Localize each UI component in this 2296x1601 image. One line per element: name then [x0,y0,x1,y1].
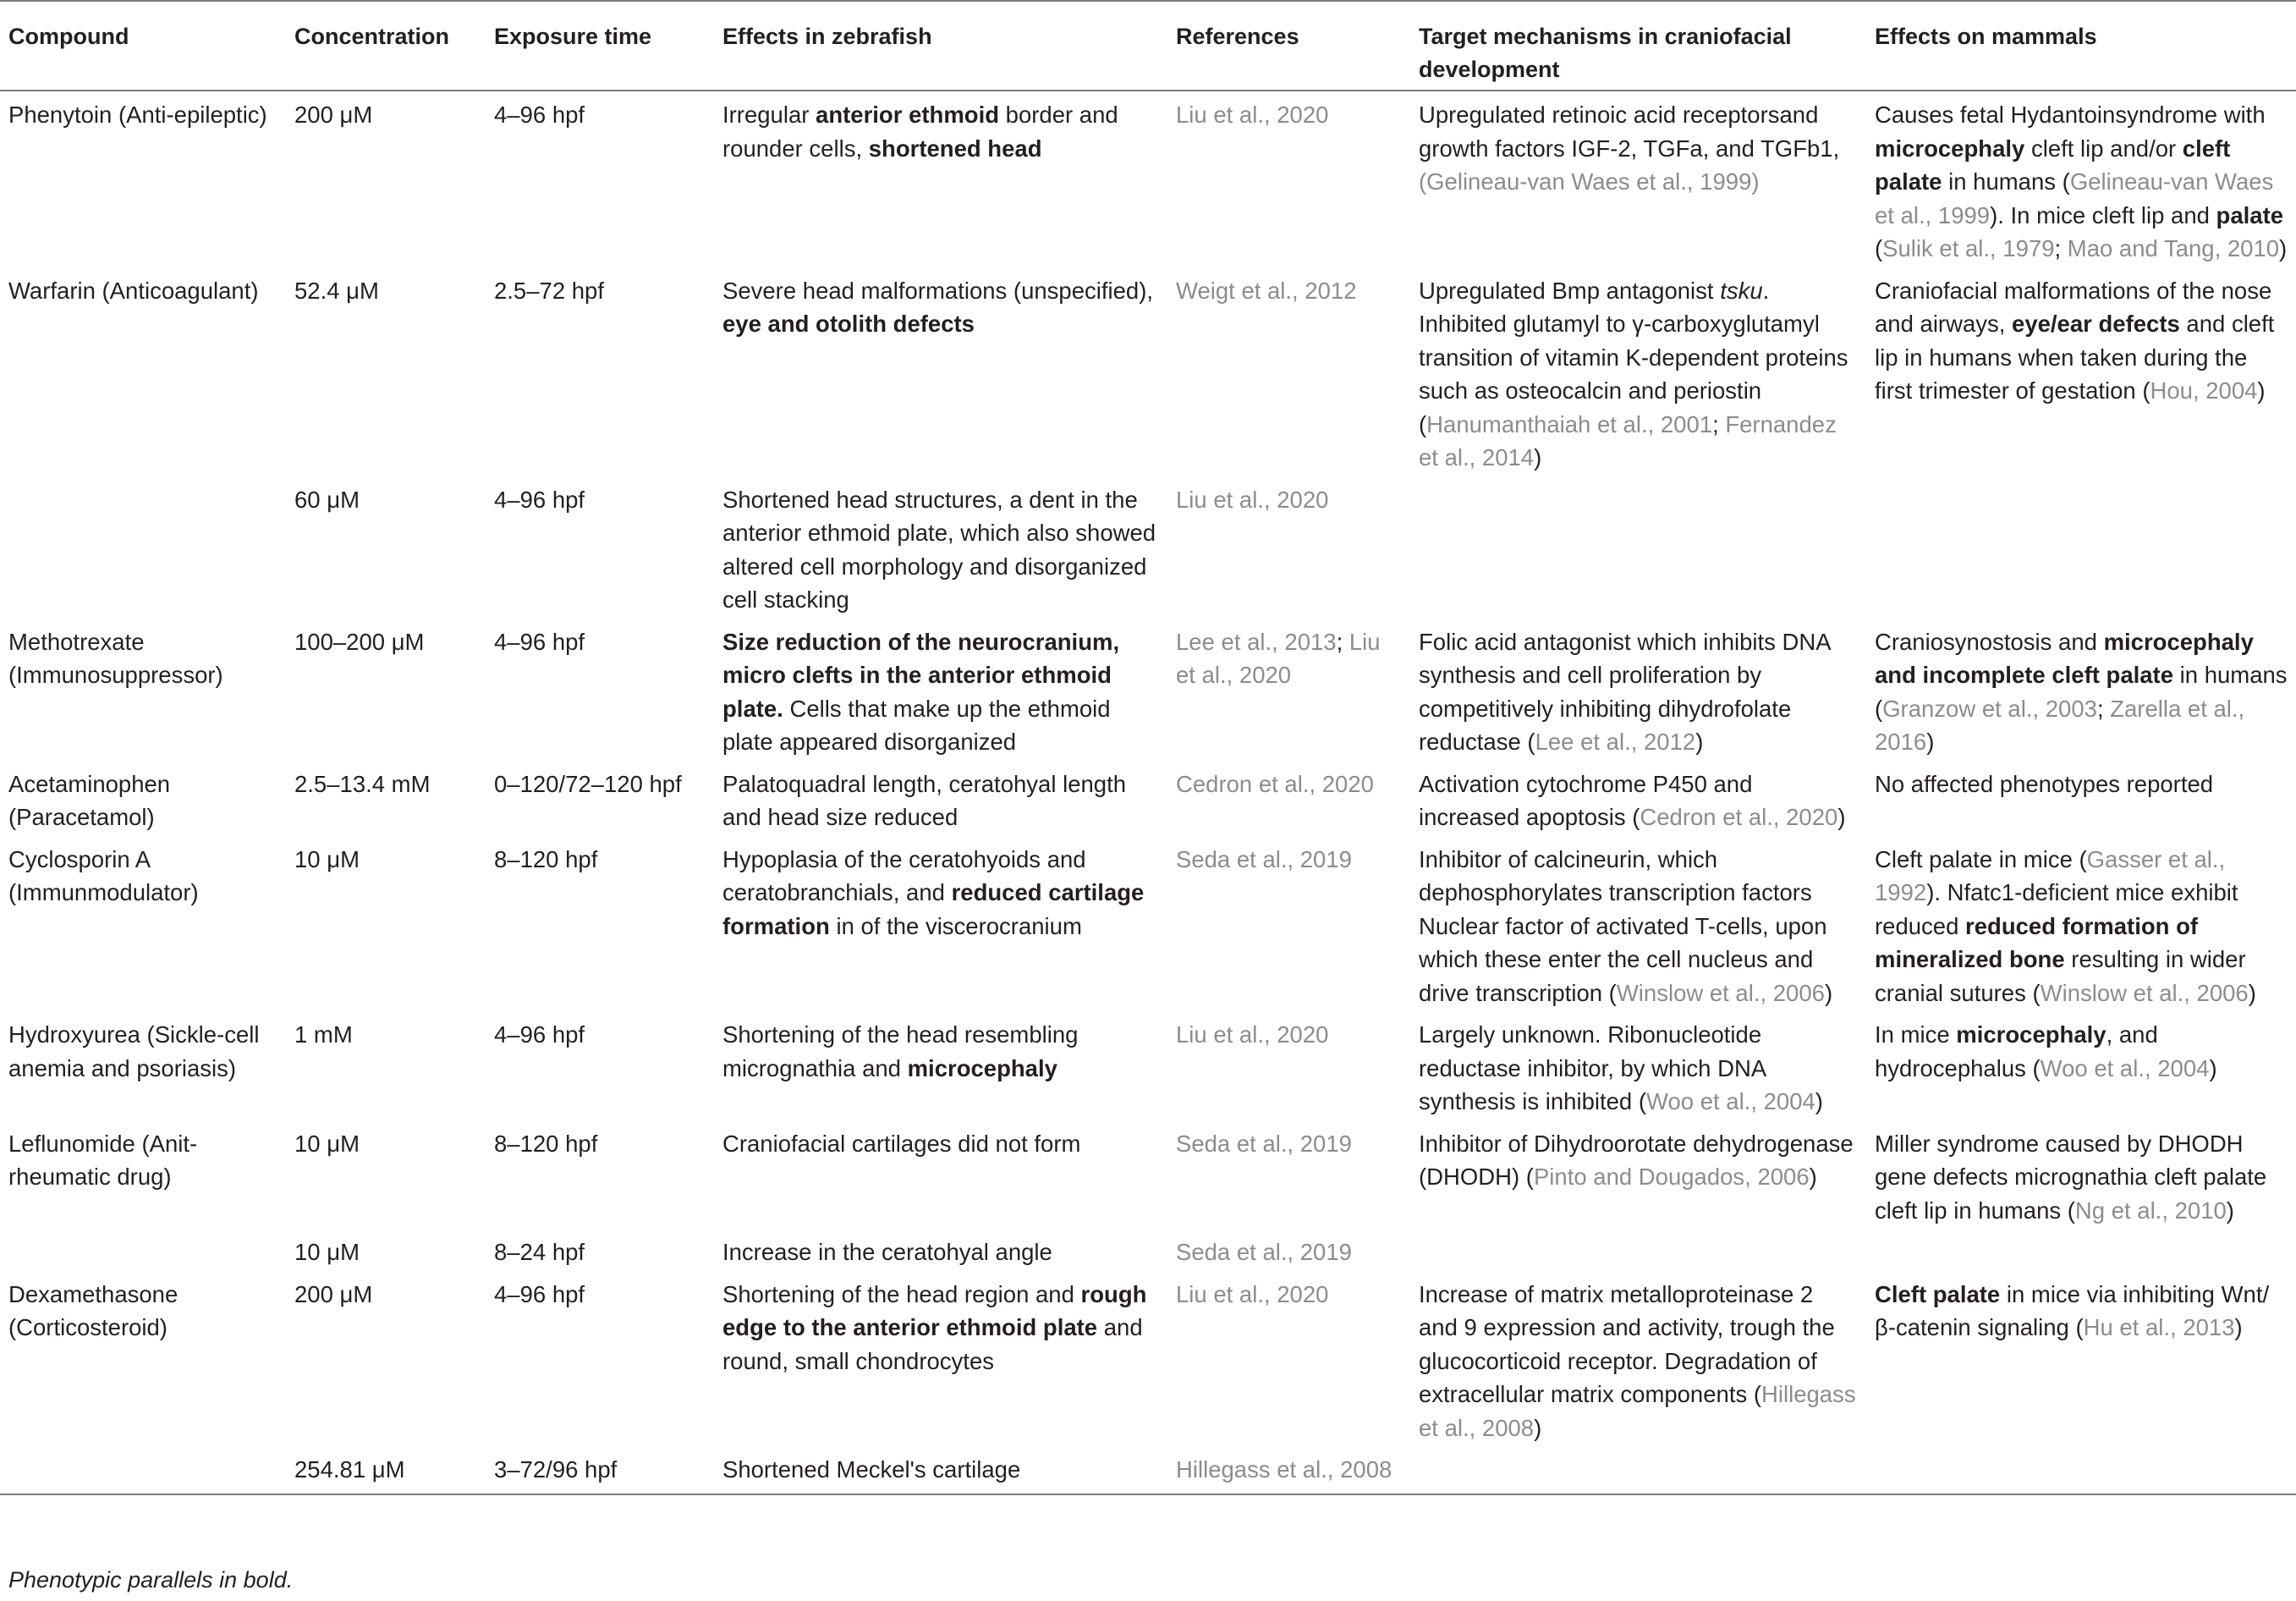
effects-zebrafish-cell [714,1013,1167,1122]
concentration-cell [286,838,486,1014]
cell-text: palate [2216,201,2284,228]
cell-text: reduced cartilage formation [722,879,1145,939]
effects-zebrafish-cell [714,762,1167,838]
references-cell [1167,1013,1410,1122]
header-row [0,1,2296,91]
reference-link[interactable]: Lee et al., 2012 [1535,729,1696,755]
cell-text: in of the viscerocranium [829,912,1082,939]
cell-text: Acetaminophen (Paracetamol) [8,770,171,830]
reference-link[interactable]: Winslow et al., 2006 [1616,979,1825,1006]
cell-text: 1 mM [294,1021,353,1048]
concentration-cell [286,620,486,762]
reference-link[interactable]: Seda et al., 2019 [1176,1239,1352,1265]
cell-text: ) [2248,979,2256,1006]
reference-link[interactable]: Hu et al., 2013 [2083,1314,2235,1340]
cell-text: Shortening of the head resembling micrognathia and [722,1021,1079,1081]
cell-text: ). Nfatc1-deficient mice exhibit reduced [1875,879,2238,939]
effects-mammals-cell [1866,1013,2296,1122]
concentration-cell [286,1122,486,1231]
cell-text: ; [2054,235,2068,261]
references-cell [1167,1448,1410,1494]
reference-link[interactable]: Zarella et al., 2016 [1875,695,2245,755]
cell-text: 10 μM [294,1239,360,1265]
cell-text: ) [1695,729,1704,755]
cell-text: Shortening of the head region and [722,1280,1081,1307]
cell-text: 4–96 hpf [494,628,585,655]
reference-link[interactable]: Sulik et al., 1979 [1882,235,2055,261]
header-compound: Compound [0,1,286,91]
reference-link[interactable]: Granzow et al., 2003 [1882,695,2097,722]
cell-text: shortened head [868,135,1042,162]
cell-text: Methotrexate (Immunosuppressor) [8,628,223,688]
cell-text: 60 μM [294,486,360,513]
cell-text: 100–200 μM [294,628,425,655]
cell-text: 200 μM [294,1280,373,1307]
concentration-cell [286,269,486,478]
cell-text: 4–96 hpf [494,1021,585,1048]
cell-text: Cells that make up the ethmoid plate appeared disorganized [722,695,1111,755]
effects-mammals-cell [1866,478,2296,620]
compound-cell [0,269,286,478]
cell-text: 4–96 hpf [494,1280,585,1307]
cell-text: in mice via inhibiting Wnt/β-catenin signaling ( [1875,1280,2270,1340]
effects-zebrafish-cell [714,838,1167,1014]
cell-text: ( [1875,235,1883,261]
reference-link[interactable]: Cedron et al., 2020 [1176,770,1374,797]
effects-zebrafish-cell [714,1448,1167,1494]
cell-text: ) [1926,729,1935,755]
cell-text: Causes fetal Hydantoinsyndrome with [1875,102,2266,128]
cell-text: 3–72/96 hpf [494,1456,618,1483]
table-row [0,91,2296,269]
effects-mammals-cell [1866,1230,2296,1273]
table-row [0,1273,2296,1449]
compound-cell [0,1448,286,1494]
target-mechanisms-cell [1410,478,1866,620]
exposure-time-cell [486,838,714,1014]
cell-text: in humans ( [1875,662,2288,722]
references-cell [1167,478,1410,620]
cell-text: Cleft palate in mice ( [1875,845,2087,872]
concentration-cell [286,91,486,269]
reference-link[interactable]: Liu et al., 2020 [1176,1280,1329,1307]
compound-cell [0,1013,286,1122]
cell-text: Shortened Meckel's cartilage [722,1456,1021,1483]
reference-link[interactable]: Liu et al., 2020 [1176,102,1329,128]
references-cell [1167,269,1410,478]
reference-link[interactable]: (Gelineau-van Waes et al., 1999) [1419,168,1760,195]
effects-zebrafish-cell [714,1230,1167,1273]
compound-cell [0,1122,286,1231]
exposure-time-cell [486,1013,714,1122]
target-mechanisms-cell [1410,1122,1866,1231]
effects-mammals-cell [1866,1448,2296,1494]
references-cell [1167,762,1410,838]
cell-text: Activation cytochrome P450 and increased apoptosis ( [1419,770,1753,830]
header-references: References [1167,1,1410,91]
cell-text: 4–96 hpf [494,102,585,128]
cell-text: Phenytoin (Anti-epileptic) [8,102,267,128]
cell-text: Miller syndrome caused by DHODH gene defects micrognathia cleft palate cleft lip in humans ( [1875,1130,2267,1224]
cell-text: Dexamethasone (Corticosteroid) [8,1280,179,1340]
effects-mammals-cell [1866,762,2296,838]
header-concentration: Concentration [286,1,486,91]
cell-text: ; [1712,410,1726,437]
concentration-cell [286,1230,486,1273]
reference-link[interactable]: Hou, 2004 [2150,377,2258,404]
cell-text: ) [2234,1314,2243,1340]
cell-text: rough edge to the anterior ethmoid plate [722,1280,1147,1340]
target-mechanisms-cell [1410,269,1866,478]
target-mechanisms-cell [1410,1448,1866,1494]
cell-text: 8–24 hpf [494,1239,585,1265]
header-exposure-time: Exposure time [486,1,714,91]
cell-text: Largely unknown. Ribonucleotide reductase inhibitor, by which DNA synthesis is inhibited ( [1419,1021,1766,1114]
effects-zebrafish-cell [714,478,1167,620]
exposure-time-cell [486,1122,714,1231]
cell-text: microcephaly [1875,135,2025,162]
cell-text: border and rounder cells, [722,102,1118,162]
reference-link[interactable]: Woo et al., 2004 [2040,1054,2210,1081]
cell-text: resulting in wider cranial sutures ( [1875,946,2246,1006]
cell-text: 8–120 hpf [494,845,598,872]
concentration-cell [286,1273,486,1449]
cell-text: ) [1815,1088,1823,1114]
target-mechanisms-cell [1410,1013,1866,1122]
exposure-time-cell [486,1273,714,1449]
cell-text: Inhibitor of calcineurin, which dephosphorylates transcription factors Nuclear factor of activated T-cells, upon which these enter the cell nucleus and drive transcription ( [1419,845,1827,1006]
table-row [0,1013,2296,1122]
cell-text: ) [1534,444,1542,470]
cell-text: tsku [1720,277,1763,304]
reference-link[interactable]: Mao and Tang, 2010 [2067,235,2280,261]
target-mechanisms-cell [1410,762,1866,838]
concentration-cell [286,1448,486,1494]
cell-text: microcephaly [907,1054,1057,1081]
table-body [0,91,2296,1494]
references-cell [1167,1122,1410,1231]
reference-link[interactable]: Gelineau-van Waes et al., 1999 [1875,168,2274,228]
cell-text: cleft palate [1875,135,2231,195]
exposure-time-cell [486,478,714,620]
cell-text: 10 μM [294,1130,360,1157]
header-effects-mammals: Effects on mammals [1866,1,2296,91]
references-cell [1167,620,1410,762]
table-row [0,1230,2296,1273]
target-mechanisms-cell [1410,620,1866,762]
cell-text: 200 μM [294,102,373,128]
cell-text: and cleft lip in humans when taken during the first trimester of gestation ( [1875,311,2275,404]
concentration-cell [286,478,486,620]
cell-text: microcephaly [1956,1021,2106,1048]
table-row [0,620,2296,762]
references-cell [1167,838,1410,1014]
cell-text: Cyclosporin A (Immunmodulator) [8,845,199,905]
cell-text: Upregulated Bmp antagonist [1419,277,1721,304]
table-row [0,269,2296,478]
cell-text: in humans ( [1942,168,2070,195]
cell-text: eye and otolith defects [722,311,975,337]
reference-link[interactable]: Gasser et al., 1992 [1875,845,2226,905]
cell-text: microcephaly and incomplete cleft palate [1875,628,2254,688]
compound-cell [0,91,286,269]
effects-mammals-cell [1866,838,2296,1014]
cell-text: Shortened head structures, a dent in the anterior ethmoid plate, which also showed altered cell morphology and disorganized cell stacking [722,486,1156,613]
effects-zebrafish-cell [714,91,1167,269]
cell-text: Severe head malformations (unspecified), [722,277,1154,304]
cell-text: Hydroxyurea (Sickle-cell anemia and psoriasis) [8,1021,260,1081]
table-footnote: Phenotypic parallels in bold. [8,1567,294,1593]
effects-mammals-cell [1866,620,2296,762]
compound-cell [0,478,286,620]
cell-text: 2.5–72 hpf [494,277,604,304]
cell-text: ; [2096,695,2111,722]
cell-text: anterior ethmoid [816,102,1000,128]
reference-link[interactable]: Hanumanthaiah et al., 2001 [1426,410,1713,437]
cell-text: Inhibitor of Dihydroorotate dehydrogenase (DHODH) ( [1419,1130,1854,1190]
references-cell [1167,1230,1410,1273]
cell-text: ; [1336,628,1349,655]
compound-cell [0,620,286,762]
cell-text: No affected phenotypes reported [1875,770,2214,797]
cell-text: ) [1837,804,1846,830]
cell-text: Craniosynostosis and [1875,628,2104,655]
cell-text: Increase in the ceratohyal angle [722,1239,1052,1265]
cell-text: ). In mice cleft lip and [1990,201,2216,228]
effects-mammals-cell [1866,1273,2296,1449]
cell-text: . Inhibited glutamyl to γ-carboxyglutamyl transition of vitamin K-dependent proteins such as osteocalcin and periostin ( [1419,277,1848,437]
concentration-cell [286,1013,486,1122]
exposure-time-cell [486,620,714,762]
cell-text: 254.81 μM [294,1456,405,1483]
reference-link[interactable]: Weigt et al., 2012 [1176,277,1357,304]
reference-link[interactable]: Lee et al., 2013 [1176,628,1337,655]
effects-mammals-cell [1866,269,2296,478]
compound-cell [0,838,286,1014]
target-mechanisms-cell [1410,1273,1866,1449]
cell-text: eye/ear defects [2012,311,2180,337]
cell-text: Upregulated retinoic acid receptorsand growth factors IGF-2, TGFa, and TGFb1, [1419,102,1840,162]
cell-text: ) [1534,1414,1542,1441]
reference-link[interactable]: Liu et al., 2020 [1176,486,1329,513]
compound-cell [0,1230,286,1273]
exposure-time-cell [486,1230,714,1273]
target-mechanisms-cell [1410,91,1866,269]
reference-link[interactable]: Winslow et al., 2006 [2040,979,2249,1006]
cell-text: ) [2257,377,2266,404]
cell-text: ) [2209,1054,2217,1081]
reference-link[interactable]: Hillegass et al., 2008 [1419,1381,1856,1441]
reference-link[interactable]: Ng et al., 2010 [2074,1197,2227,1224]
effects-zebrafish-cell [714,1273,1167,1449]
target-mechanisms-cell [1410,1230,1866,1273]
reference-link[interactable]: Pinto and Dougados, 2006 [1533,1164,1810,1190]
compound-cell [0,1273,286,1449]
cell-text: ) [1824,979,1833,1006]
cell-text: 0–120/72–120 hpf [494,770,682,797]
reference-link[interactable]: Cedron et al., 2020 [1640,804,1838,830]
cell-text: Increase of matrix metalloproteinase 2 and 9 expression and activity, trough the glucocorticoid receptor. Degradation of extracellular matrix components ( [1419,1280,1835,1407]
concentration-cell [286,762,486,838]
cell-text: Hypoplasia of the ceratohyoids and ceratobranchials, and [722,845,1086,905]
cell-text: 8–120 hpf [494,1130,598,1157]
cell-text: Cleft palate [1875,1280,2001,1307]
table-row [0,1448,2296,1494]
effects-zebrafish-cell [714,269,1167,478]
cell-text: Palatoquadral length, ceratohyal length and head size reduced [722,770,1127,830]
effects-zebrafish-cell [714,1122,1167,1231]
cell-text: reduced formation of mineralized bone [1875,912,2199,972]
reference-link[interactable]: Woo et al., 2004 [1646,1088,1815,1114]
cell-text: , and hydrocephalus ( [1875,1021,2158,1081]
reference-link[interactable]: Fernandez et al., 2014 [1419,410,1837,470]
cell-text: Leflunomide (Anit-rheumatic drug) [8,1130,198,1190]
cell-text: Warfarin (Anticoagulant) [8,277,259,304]
effects-mammals-cell [1866,91,2296,269]
cell-text: Irregular [722,102,816,128]
cell-text: Craniofacial malformations of the nose and airways, [1875,277,2272,337]
table-row [0,1122,2296,1231]
cell-text: 2.5–13.4 mM [294,770,431,797]
cell-text: ) [2279,235,2288,261]
cell-text: ) [1809,1164,1817,1190]
effects-zebrafish-cell [714,620,1167,762]
cell-text: 4–96 hpf [494,486,585,513]
table-row [0,838,2296,1014]
references-cell [1167,1273,1410,1449]
table-row [0,762,2296,838]
header-effects-zebrafish: Effects in zebrafish [714,1,1167,91]
header-target-mechanisms: Target mechanisms in craniofacial development [1410,1,1866,91]
target-mechanisms-cell [1410,838,1866,1014]
exposure-time-cell [486,762,714,838]
effects-mammals-cell [1866,1122,2296,1231]
reference-link[interactable]: Seda et al., 2019 [1176,1130,1352,1157]
cell-text: 52.4 μM [294,277,379,304]
exposure-time-cell [486,269,714,478]
cell-text: and round, small chondrocytes [722,1314,1143,1374]
cell-text: 10 μM [294,845,360,872]
reference-link[interactable]: Seda et al., 2019 [1176,845,1352,872]
cell-text: Craniofacial cartilages did not form [722,1130,1081,1157]
cell-text: ) [2226,1197,2234,1224]
cell-text: In mice [1875,1021,1957,1048]
reference-link[interactable]: Liu et al., 2020 [1176,1021,1329,1048]
cell-text: cleft lip and/or [2024,135,2183,162]
cell-text: Folic acid antagonist which inhibits DNA synthesis and cell proliferation by competitively inhibiting dihydrofolate reductase ( [1419,628,1831,755]
reference-link[interactable]: Hillegass et al., 2008 [1176,1456,1392,1483]
references-cell [1167,91,1410,269]
exposure-time-cell [486,1448,714,1494]
exposure-time-cell [486,91,714,269]
table-row [0,478,2296,620]
reference-link[interactable]: Liu et al., 2020 [1176,628,1381,688]
cell-text: Size reduction of the neurocranium, micro clefts in the anterior ethmoid plate. [722,628,1120,722]
compound-cell [0,762,286,838]
